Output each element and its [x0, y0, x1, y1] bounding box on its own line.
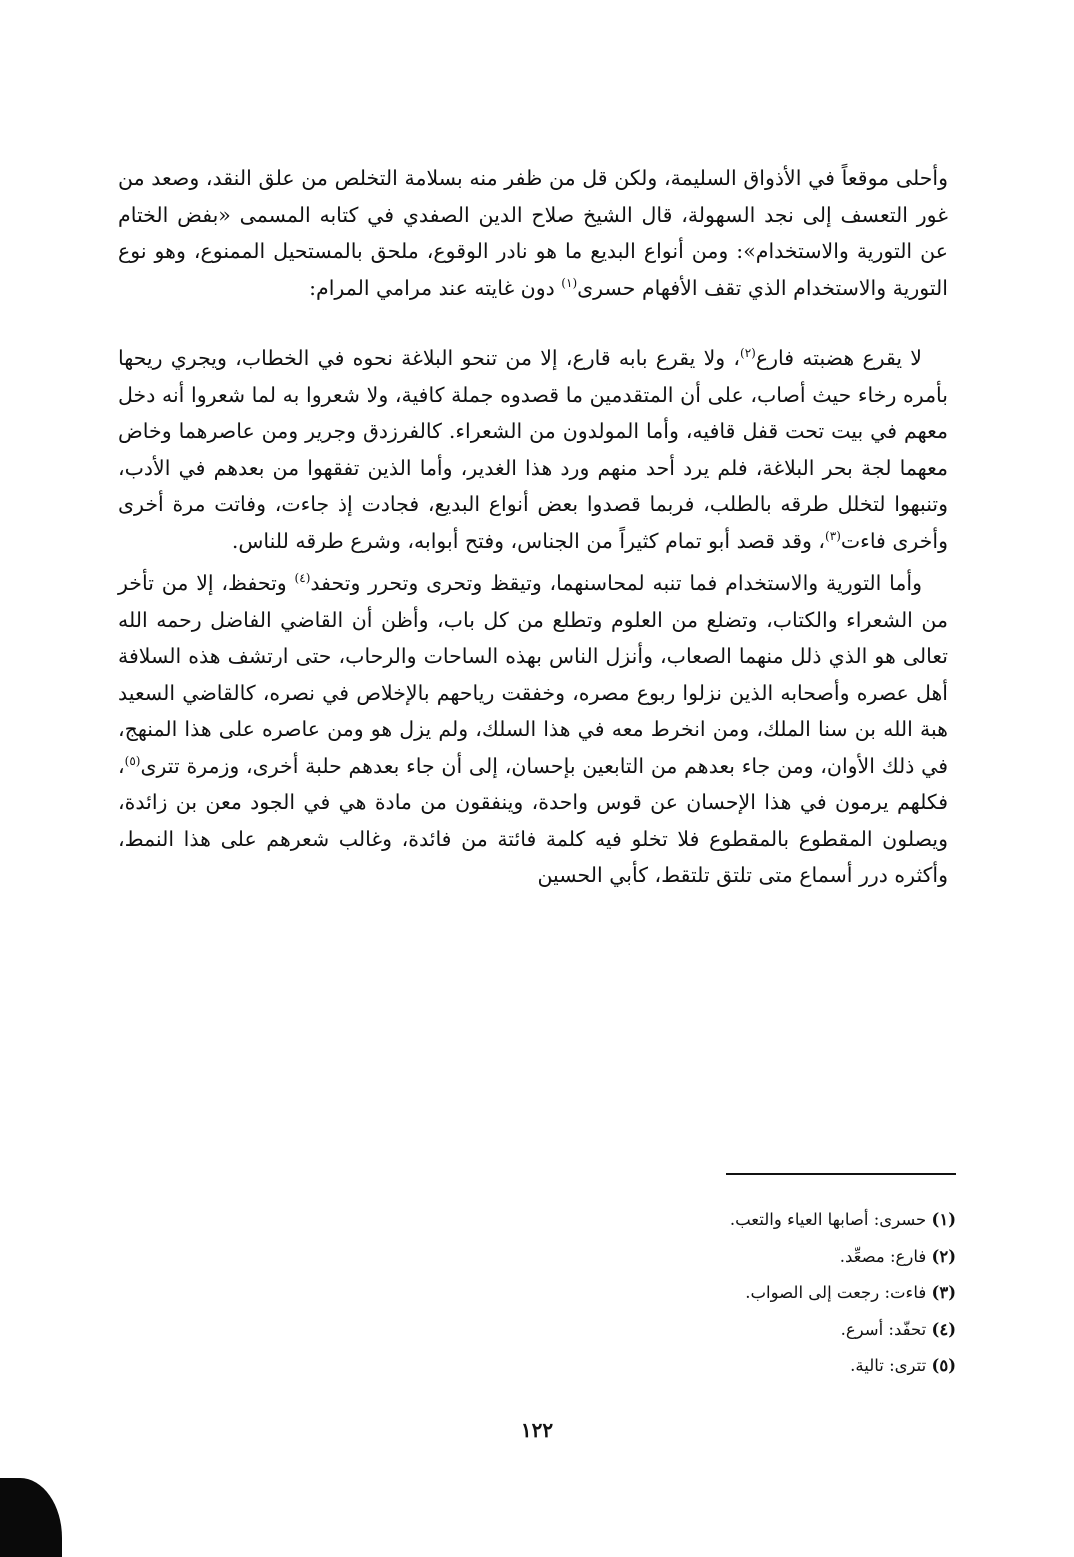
footnote-ref-1: (١) — [561, 275, 578, 290]
paragraph-3-part-b: وتحفظ، إلا من تأخر من الشعراء والكتاب، وتضلع من العلوم وتطلع من كل باب، وأظن أن القاضي الفاضل رحمه الله تعالى هو الذي ذلل منهما الصعاب، وأنزل الناس بهذه الساحات والرحاب، حتى ارتشف هذه السلافة أهل عصره وأصحابه الذين نزلوا ربوع مصره، وخفقت رياحهم بالإخلاص في نصره، كالقاضي السعيد هبة الله بن سنا الملك، ومن انخرط معه في هذا السلك، ولم يزل هو ومن عاصره على هذا المنهج، في ذلك الأوان، ومن جاء بعدهم من التابعين بإحسان، إلى أن جاء بعدهم حلبة أخرى، وزمرة تترى — [118, 571, 948, 778]
page-number: ١٢٢ — [520, 1418, 554, 1442]
paragraph-2-part-c: ، وقد قصد أبو تمام كثيراً من الجناس، وفتح أبوابه، وشرع طرقه للناس. — [231, 528, 826, 553]
footnote-number: (٢) — [931, 1246, 956, 1266]
footnote-number: (٣) — [931, 1283, 956, 1302]
footnote-3 — [256, 1275, 956, 1312]
paragraph-3-part-a: وأما التورية والاستخدام فما تنبه لمحاسنهما، وتيقظ وتحرى وتحرر وتحفد — [310, 571, 922, 595]
paragraph-1 — [118, 160, 948, 306]
footnote-2 — [256, 1239, 956, 1276]
paragraph-2 — [118, 340, 948, 559]
paragraph-3-part-c: ، فكلهم يرمون في هذا الإحسان عن قوس واحدة، وينفقون من مادة هي في الجود معن بن زائدة، ويصلون المقطوع بالمقطوع فلا تخلو فيه كلمة فائتة من فائدة، وغالب شعرهم على هذا النمط، وأكثره درر أسماع متى تلتق تلتقط، كأبي الحسين — [118, 753, 948, 887]
main-text — [118, 160, 948, 894]
footnote-4 — [256, 1312, 956, 1349]
paragraph-1-tail: دون غايته عند مرامي المرام: — [309, 275, 562, 300]
footnote-ref-2: (٢) — [740, 346, 756, 361]
footnote-text: فاءت: رجعت إلى الصواب. — [745, 1283, 927, 1302]
footnote-text: حسرى: أصابها العياء والتعب. — [729, 1210, 927, 1229]
scan-corner-shadow — [0, 1478, 62, 1557]
footnote-number: (٤) — [931, 1319, 956, 1339]
footnotes — [256, 1202, 956, 1385]
footnote-number: (١) — [931, 1210, 956, 1229]
footnote-text: تترى: تالية. — [850, 1356, 927, 1375]
footnote-text: تحفّد: أسرع. — [840, 1319, 927, 1339]
paragraph-2-part-a: لا يقرع هضبته فارع — [755, 346, 922, 370]
paragraph-1-text: وأحلى موقعاً في الأذواق السليمة، ولكن قل من ظفر منه بسلامة التخلص من علق النقد، وصعد من غور التعسف إلى نجد السهولة، قال الشيخ صلاح الدين الصفدي في كتابه المسمى «بفض الختام عن التورية والاستخدام»: ومن أنواع البديع ما هو نادر الوقوع، ملحق بالمستحيل الممنوع، وهو نوع التورية والاستخدام الذي تقف الأفهام حسرى — [118, 166, 948, 300]
footnote-text: فارع: مصعِّد. — [839, 1246, 927, 1266]
footnote-1 — [256, 1202, 956, 1239]
paragraph-2-part-b: ، ولا يقرع بابه قارع، إلا من تنحو البلاغة نحوه في الخطاب، ويجري ريحها بأمره رخاء حيث أصاب، على أن المتقدمين ما قصدوه جملة كافية، ولا شعروا به لما شعروا أنه دخل معهم في بيت تحت قفل قافيه، وأما المولدون من الشعراء. كالفرزدق وجرير ومن عاصرهما وخاض معهما لجة بحر البلاغة، فلم يرد أحد منهم ورد هذا الغدير، وأما الذين تفقهوا من بعدهم في الأدب، وتنبهوا لتخلل طرقه بالطلب، فربما قصدوا بعض أنواع البديع، فجادت إذ جاءت، وفاتت مرة أخرى وأخرى فاءت — [118, 346, 948, 553]
paragraph-3 — [118, 565, 948, 894]
footnote-ref-5: (٥) — [124, 753, 141, 768]
footnote-ref-3: (٣) — [825, 528, 841, 543]
footnote-separator — [726, 1173, 956, 1175]
footnote-ref-4: (٤) — [294, 571, 311, 586]
footnote-5 — [256, 1348, 956, 1385]
footnote-number: (٥) — [931, 1356, 956, 1375]
